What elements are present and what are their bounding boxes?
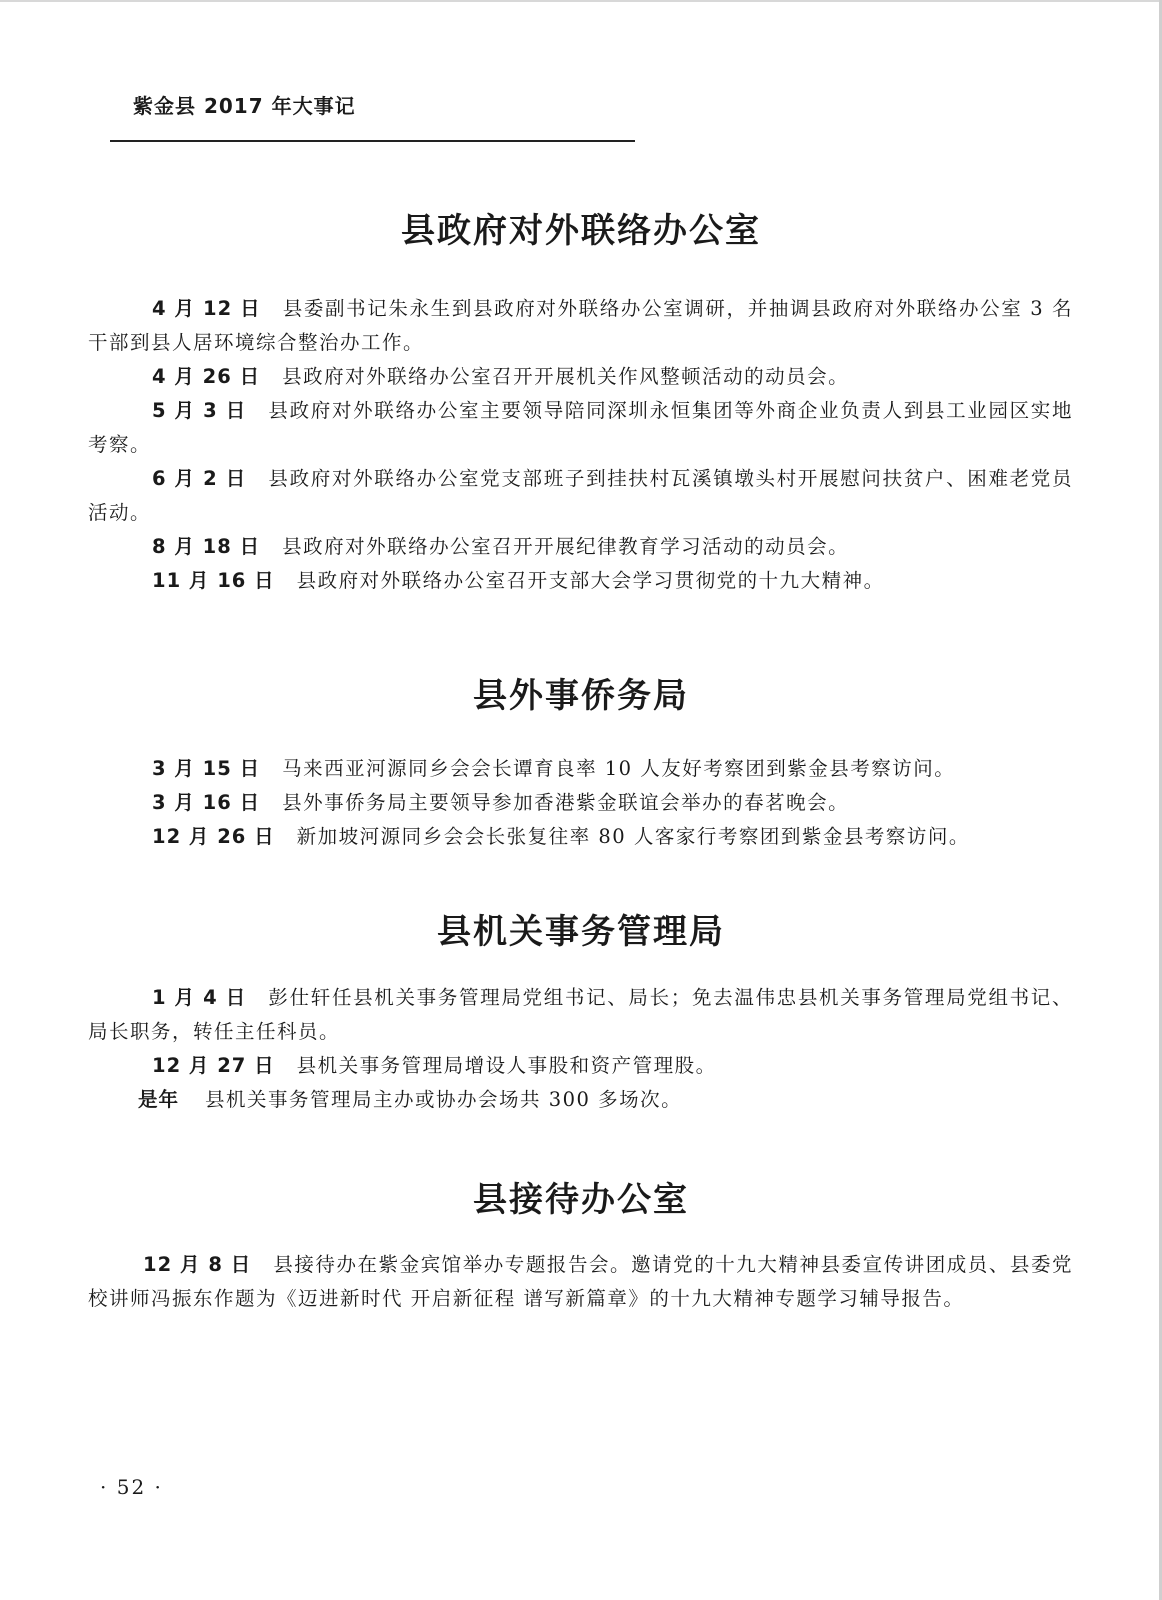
section-title-government-affairs-bureau: 县机关事务管理局 [437,912,725,952]
event-text: 马来西亚河源同乡会会长谭育良率 10 人友好考察团到紫金县考察访问。 [282,757,956,780]
event-date: 1 月 4 日 [152,986,247,1009]
event-entry [88,360,1073,394]
event-entry [88,786,1073,820]
event-text: 县机关事务管理局主办或协办会场共 300 多场次。 [205,1088,683,1111]
event-text: 县政府对外联络办公室党支部班子到挂扶村瓦溪镇墩头村开展慰问扶贫户、困难老党员活动。 [88,467,1073,524]
event-entry [88,820,1073,854]
event-date: 12 月 26 日 [152,825,275,848]
running-head: 紫金县 2017 年大事记 [133,94,356,118]
page-number: · 52 · [100,1475,163,1499]
event-date: 12 月 27 日 [152,1054,275,1077]
section-title-foreign-liaison-office: 县政府对外联络办公室 [401,211,761,251]
event-entry [88,292,1073,360]
section-entries-reception-office [88,1248,1073,1316]
event-date: 4 月 12 日 [152,297,261,320]
event-entry [88,530,1073,564]
event-date: 12 月 8 日 [143,1253,252,1276]
event-entry [88,1083,1073,1117]
event-date: 11 月 16 日 [152,569,275,592]
event-text: 县政府对外联络办公室召开开展纪律教育学习活动的动员会。 [282,535,850,558]
event-date: 3 月 16 日 [152,791,261,814]
page-top-edge [0,0,1162,2]
event-date: 6 月 2 日 [152,467,247,490]
event-entry [88,564,1073,598]
event-text: 县委副书记朱永生到县政府对外联络办公室调研，并抽调县政府对外联络办公室 3 名干部到县人居环境综合整治办工作。 [88,297,1073,354]
section-entries-foreign-overseas-chinese-bureau [88,752,1073,854]
header-rule [110,140,635,142]
event-text: 新加坡河源同乡会会长张复往率 80 人客家行考察团到紫金县考察访问。 [296,825,970,848]
event-date: 3 月 15 日 [152,757,261,780]
event-text: 县外事侨务局主要领导参加香港紫金联谊会举办的春茗晚会。 [282,791,850,814]
event-date: 5 月 3 日 [152,399,247,422]
section-entries-government-affairs-bureau [88,981,1073,1117]
section-entries-foreign-liaison-office [88,292,1073,598]
event-date: 是年 [138,1088,180,1111]
event-text: 彭仕轩任县机关事务管理局党组书记、局长；免去温伟忠县机关事务管理局党组书记、局长职务，转任主任科员。 [88,986,1073,1043]
event-entry [88,981,1073,1049]
event-text: 县接待办在紫金宾馆举办专题报告会。邀请党的十九大精神县委宣传讲团成员、县委党校讲师冯振东作题为《迈进新时代 开启新征程 谱写新篇章》的十九大精神专题学习辅导报告。 [88,1253,1073,1310]
event-text: 县政府对外联络办公室召开支部大会学习贯彻党的十九大精神。 [296,569,885,592]
event-date: 8 月 18 日 [152,535,261,558]
event-entry [88,1049,1073,1083]
section-title-foreign-overseas-chinese-bureau: 县外事侨务局 [473,676,689,716]
event-entry [88,1248,1073,1316]
section-title-reception-office: 县接待办公室 [473,1180,689,1220]
event-text: 县机关事务管理局增设人事股和资产管理股。 [296,1054,717,1077]
event-text: 县政府对外联络办公室召开开展机关作风整顿活动的动员会。 [282,365,850,388]
event-entry [88,462,1073,530]
event-entry [88,394,1073,462]
event-text: 县政府对外联络办公室主要领导陪同深圳永恒集团等外商企业负责人到县工业园区实地考察。 [88,399,1073,456]
event-entry [88,752,1073,786]
event-date: 4 月 26 日 [152,365,261,388]
